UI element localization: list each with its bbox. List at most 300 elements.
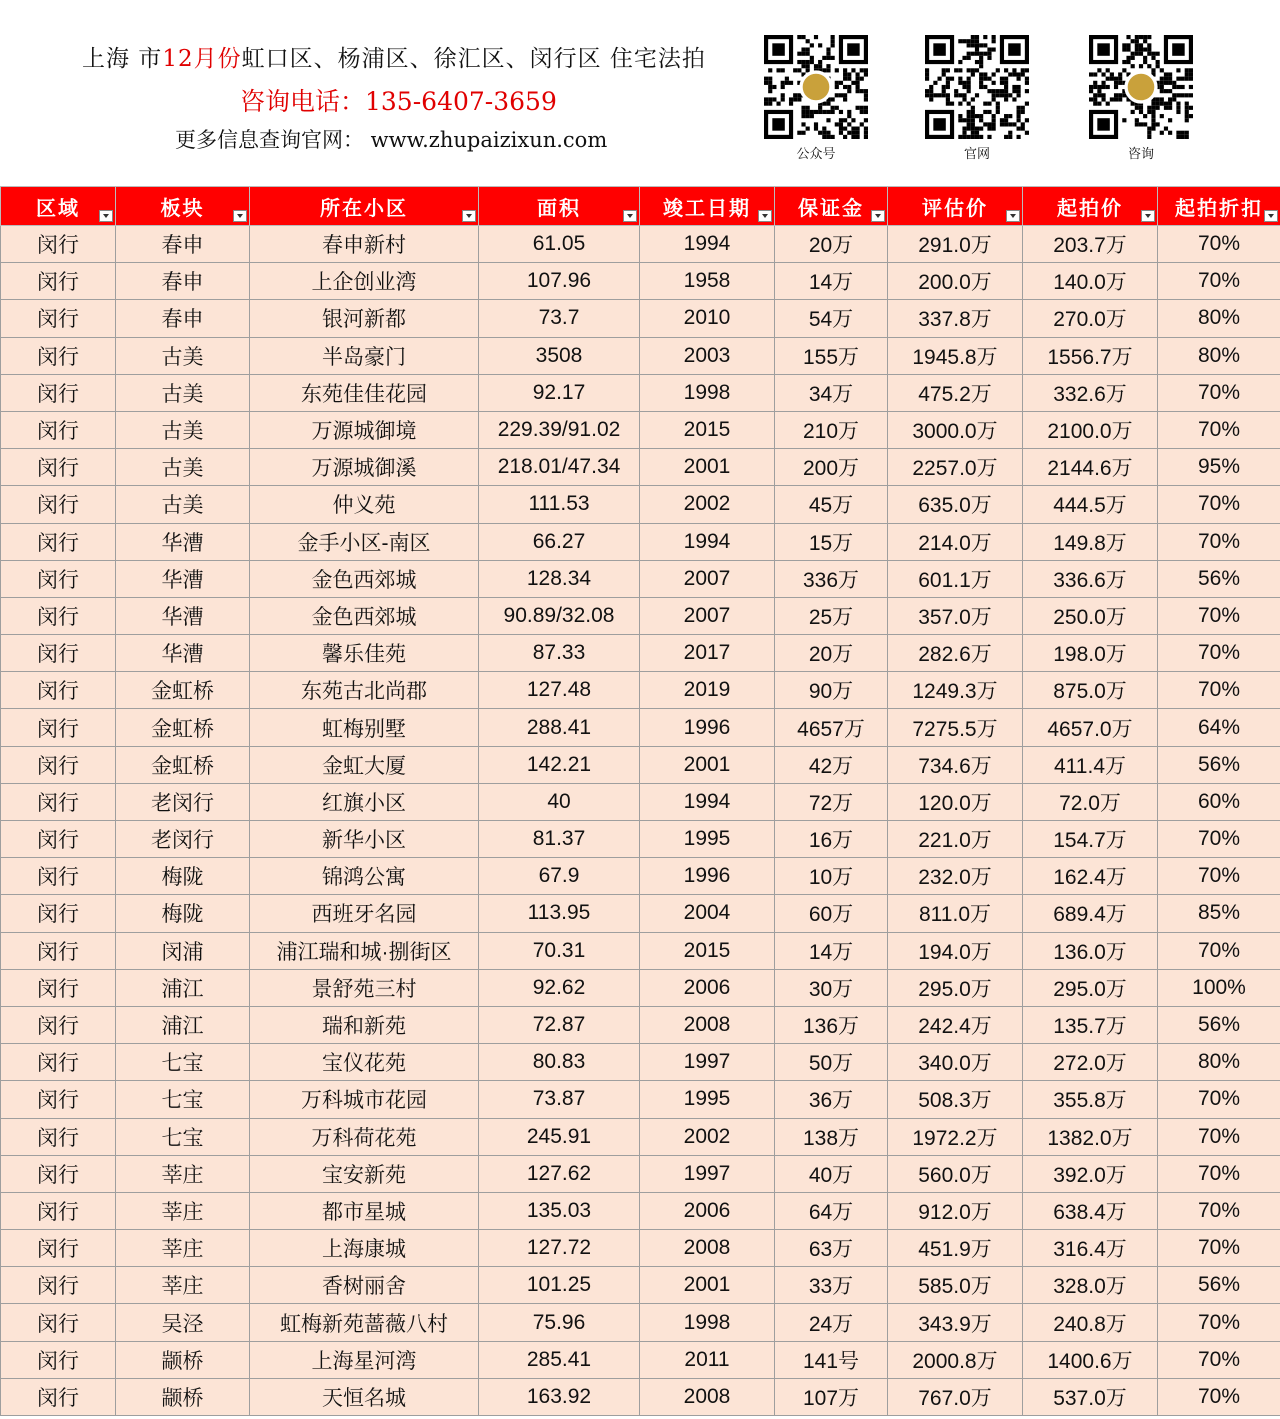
cell-district: 闵行 xyxy=(1,969,116,1006)
contact-phone: 咨询电话：135-6407-3659 xyxy=(240,87,557,116)
column-header-starting-price[interactable] xyxy=(1023,187,1158,226)
table-row xyxy=(1,672,1280,709)
cell-district: 闵行 xyxy=(1,560,116,597)
cell-appraisal: 120.0万 xyxy=(888,783,1023,820)
cell-area-block: 金虹桥 xyxy=(116,709,250,746)
cell-completion-year: 2006 xyxy=(640,969,775,1006)
title-part2: 虹口区、杨浦区、徐汇区、闵行区 住宅法拍 xyxy=(241,46,706,72)
cell-district: 闵行 xyxy=(1,486,116,523)
cell-deposit: 24万 xyxy=(775,1304,888,1341)
table-row xyxy=(1,560,1280,597)
cell-size: 127.48 xyxy=(479,672,640,709)
cell-deposit: 136万 xyxy=(775,1006,888,1043)
cell-community: 西班牙名园 xyxy=(250,895,479,932)
filter-dropdown-icon[interactable] xyxy=(1141,210,1155,222)
cell-appraisal: 200.0万 xyxy=(888,263,1023,300)
cell-completion-year: 1998 xyxy=(640,374,775,411)
cell-discount: 70% xyxy=(1158,821,1280,858)
cell-community: 瑞和新苑 xyxy=(250,1006,479,1043)
cell-size: 142.21 xyxy=(479,746,640,783)
cell-size: 113.95 xyxy=(479,895,640,932)
filter-dropdown-icon[interactable] xyxy=(623,210,637,222)
table-row xyxy=(1,1341,1280,1378)
cell-deposit: 210万 xyxy=(775,411,888,448)
cell-size: 288.41 xyxy=(479,709,640,746)
cell-size: 101.25 xyxy=(479,1267,640,1304)
cell-community: 馨乐佳苑 xyxy=(250,635,479,672)
cell-size: 66.27 xyxy=(479,523,640,560)
column-header-deposit[interactable] xyxy=(775,187,888,226)
cell-completion-year: 2008 xyxy=(640,1006,775,1043)
table-row xyxy=(1,300,1280,337)
cell-appraisal: 340.0万 xyxy=(888,1044,1023,1081)
cell-community: 香树丽舍 xyxy=(250,1267,479,1304)
column-header-size[interactable] xyxy=(479,187,640,226)
cell-district: 闵行 xyxy=(1,1081,116,1118)
cell-size: 163.92 xyxy=(479,1378,640,1415)
table-row xyxy=(1,1192,1280,1229)
cell-appraisal: 912.0万 xyxy=(888,1192,1023,1229)
table-row xyxy=(1,449,1280,486)
cell-area-block: 古美 xyxy=(116,449,250,486)
cell-size: 73.7 xyxy=(479,300,640,337)
cell-discount: 70% xyxy=(1158,1081,1280,1118)
cell-appraisal: 451.9万 xyxy=(888,1230,1023,1267)
cell-district: 闵行 xyxy=(1,300,116,337)
cell-starting-price: 4657.0万 xyxy=(1023,709,1158,746)
cell-district: 闵行 xyxy=(1,746,116,783)
cell-appraisal: 601.1万 xyxy=(888,560,1023,597)
page-header xyxy=(0,0,1280,186)
cell-size: 92.62 xyxy=(479,969,640,1006)
cell-completion-year: 2002 xyxy=(640,486,775,523)
table-row xyxy=(1,226,1280,263)
cell-starting-price: 72.0万 xyxy=(1023,783,1158,820)
cell-community: 虹梅别墅 xyxy=(250,709,479,746)
column-label: 保证金 xyxy=(798,195,864,220)
cell-completion-year: 2011 xyxy=(640,1341,775,1378)
cell-appraisal: 2257.0万 xyxy=(888,449,1023,486)
cell-district: 闵行 xyxy=(1,858,116,895)
cell-community: 上海星河湾 xyxy=(250,1341,479,1378)
qr-label: 官网 xyxy=(963,147,990,162)
cell-deposit: 40万 xyxy=(775,1155,888,1192)
cell-size: 128.34 xyxy=(479,560,640,597)
cell-appraisal: 357.0万 xyxy=(888,597,1023,634)
cell-starting-price: 316.4万 xyxy=(1023,1230,1158,1267)
cell-completion-year: 1996 xyxy=(640,858,775,895)
table-row xyxy=(1,969,1280,1006)
cell-appraisal: 2000.8万 xyxy=(888,1341,1023,1378)
cell-completion-year: 2001 xyxy=(640,1267,775,1304)
cell-area-block: 七宝 xyxy=(116,1118,250,1155)
cell-completion-year: 2002 xyxy=(640,1118,775,1155)
cell-deposit: 14万 xyxy=(775,932,888,969)
table-row xyxy=(1,821,1280,858)
cell-size: 3508 xyxy=(479,337,640,374)
cell-size: 107.96 xyxy=(479,263,640,300)
cell-discount: 70% xyxy=(1158,858,1280,895)
cell-starting-price: 355.8万 xyxy=(1023,1081,1158,1118)
cell-discount: 95% xyxy=(1158,449,1280,486)
table-row xyxy=(1,895,1280,932)
cell-appraisal: 337.8万 xyxy=(888,300,1023,337)
cell-area-block: 春申 xyxy=(116,263,250,300)
cell-completion-year: 2004 xyxy=(640,895,775,932)
cell-completion-year: 1994 xyxy=(640,226,775,263)
cell-district: 闵行 xyxy=(1,597,116,634)
cell-appraisal: 475.2万 xyxy=(888,374,1023,411)
cell-discount: 70% xyxy=(1158,226,1280,263)
cell-deposit: 15万 xyxy=(775,523,888,560)
cell-deposit: 34万 xyxy=(775,374,888,411)
column-label: 竣工日期 xyxy=(663,195,751,220)
column-header-completion-year[interactable] xyxy=(640,187,775,226)
cell-community: 浦江瑞和城·捌街区 xyxy=(250,932,479,969)
cell-deposit: 138万 xyxy=(775,1118,888,1155)
column-header-area-block[interactable] xyxy=(116,187,250,226)
cell-discount: 56% xyxy=(1158,746,1280,783)
cell-discount: 64% xyxy=(1158,709,1280,746)
cell-district: 闵行 xyxy=(1,821,116,858)
cell-community: 万科城市花园 xyxy=(250,1081,479,1118)
cell-appraisal: 734.6万 xyxy=(888,746,1023,783)
cell-starting-price: 537.0万 xyxy=(1023,1378,1158,1415)
cell-completion-year: 2001 xyxy=(640,746,775,783)
cell-discount: 70% xyxy=(1158,1230,1280,1267)
cell-starting-price: 392.0万 xyxy=(1023,1155,1158,1192)
cell-area-block: 莘庄 xyxy=(116,1192,250,1229)
cell-community: 上海康城 xyxy=(250,1230,479,1267)
cell-completion-year: 1997 xyxy=(640,1155,775,1192)
cell-appraisal: 811.0万 xyxy=(888,895,1023,932)
cell-appraisal: 221.0万 xyxy=(888,821,1023,858)
cell-size: 40 xyxy=(479,783,640,820)
cell-appraisal: 295.0万 xyxy=(888,969,1023,1006)
cell-starting-price: 1400.6万 xyxy=(1023,1341,1158,1378)
cell-size: 87.33 xyxy=(479,635,640,672)
cell-appraisal: 560.0万 xyxy=(888,1155,1023,1192)
filter-dropdown-icon[interactable] xyxy=(1264,210,1278,222)
column-label: 起拍折扣 xyxy=(1175,195,1263,220)
cell-deposit: 36万 xyxy=(775,1081,888,1118)
cell-deposit: 25万 xyxy=(775,597,888,634)
cell-completion-year: 2010 xyxy=(640,300,775,337)
cell-completion-year: 2003 xyxy=(640,337,775,374)
cell-size: 73.87 xyxy=(479,1081,640,1118)
cell-completion-year: 2015 xyxy=(640,411,775,448)
cell-area-block: 梅陇 xyxy=(116,895,250,932)
cell-completion-year: 1995 xyxy=(640,821,775,858)
table-row xyxy=(1,1267,1280,1304)
table-header-row xyxy=(1,187,1280,226)
cell-starting-price: 332.6万 xyxy=(1023,374,1158,411)
cell-appraisal: 767.0万 xyxy=(888,1378,1023,1415)
cell-starting-price: 336.6万 xyxy=(1023,560,1158,597)
cell-completion-year: 1998 xyxy=(640,1304,775,1341)
cell-community: 银河新都 xyxy=(250,300,479,337)
table-row xyxy=(1,783,1280,820)
cell-area-block: 颛桥 xyxy=(116,1341,250,1378)
cell-deposit: 200万 xyxy=(775,449,888,486)
cell-community: 金色西郊城 xyxy=(250,560,479,597)
cell-discount: 70% xyxy=(1158,672,1280,709)
cell-district: 闵行 xyxy=(1,411,116,448)
cell-area-block: 梅陇 xyxy=(116,858,250,895)
cell-starting-price: 689.4万 xyxy=(1023,895,1158,932)
cell-deposit: 20万 xyxy=(775,635,888,672)
cell-size: 80.83 xyxy=(479,1044,640,1081)
cell-size: 111.53 xyxy=(479,486,640,523)
cell-size: 81.37 xyxy=(479,821,640,858)
table-row xyxy=(1,1006,1280,1043)
cell-appraisal: 7275.5万 xyxy=(888,709,1023,746)
cell-community: 红旗小区 xyxy=(250,783,479,820)
cell-community: 万科荷花苑 xyxy=(250,1118,479,1155)
cell-community: 虹梅新苑蔷薇八村 xyxy=(250,1304,479,1341)
cell-starting-price: 2144.6万 xyxy=(1023,449,1158,486)
filter-dropdown-icon[interactable] xyxy=(871,210,885,222)
cell-size: 218.01/47.34 xyxy=(479,449,640,486)
cell-community: 宝安新苑 xyxy=(250,1155,479,1192)
cell-size: 135.03 xyxy=(479,1192,640,1229)
cell-discount: 80% xyxy=(1158,300,1280,337)
cell-size: 70.31 xyxy=(479,932,640,969)
cell-community: 新华小区 xyxy=(250,821,479,858)
cell-area-block: 老闵行 xyxy=(116,821,250,858)
cell-area-block: 华漕 xyxy=(116,597,250,634)
cell-size: 92.17 xyxy=(479,374,640,411)
cell-area-block: 春申 xyxy=(116,226,250,263)
cell-discount: 70% xyxy=(1158,932,1280,969)
cell-starting-price: 272.0万 xyxy=(1023,1044,1158,1081)
cell-discount: 70% xyxy=(1158,1304,1280,1341)
cell-discount: 70% xyxy=(1158,263,1280,300)
cell-starting-price: 270.0万 xyxy=(1023,300,1158,337)
cell-starting-price: 154.7万 xyxy=(1023,821,1158,858)
cell-district: 闵行 xyxy=(1,932,116,969)
table-row xyxy=(1,1378,1280,1415)
table-row xyxy=(1,486,1280,523)
cell-completion-year: 2007 xyxy=(640,560,775,597)
cell-community: 仲义苑 xyxy=(250,486,479,523)
qr-consult[interactable] xyxy=(1089,35,1193,162)
cell-deposit: 72万 xyxy=(775,783,888,820)
table-row xyxy=(1,858,1280,895)
cell-community: 金虹大厦 xyxy=(250,746,479,783)
filter-dropdown-icon[interactable] xyxy=(233,210,247,222)
qr-official-account[interactable] xyxy=(764,35,868,162)
cell-starting-price: 2100.0万 xyxy=(1023,411,1158,448)
cell-completion-year: 2006 xyxy=(640,1192,775,1229)
qr-label: 咨询 xyxy=(1127,147,1154,162)
table-row xyxy=(1,746,1280,783)
cell-area-block: 古美 xyxy=(116,337,250,374)
cell-size: 61.05 xyxy=(479,226,640,263)
column-label: 面积 xyxy=(537,195,581,220)
cell-deposit: 16万 xyxy=(775,821,888,858)
cell-community: 上企创业湾 xyxy=(250,263,479,300)
cell-appraisal: 343.9万 xyxy=(888,1304,1023,1341)
cell-starting-price: 1556.7万 xyxy=(1023,337,1158,374)
filter-dropdown-icon[interactable] xyxy=(99,210,113,222)
cell-size: 245.91 xyxy=(479,1118,640,1155)
cell-discount: 85% xyxy=(1158,895,1280,932)
cell-appraisal: 585.0万 xyxy=(888,1267,1023,1304)
cell-discount: 70% xyxy=(1158,635,1280,672)
table-row xyxy=(1,597,1280,634)
cell-community: 金色西郊城 xyxy=(250,597,479,634)
cell-discount: 70% xyxy=(1158,1118,1280,1155)
qr-code-icon xyxy=(925,35,1029,139)
cell-deposit: 60万 xyxy=(775,895,888,932)
column-header-appraisal[interactable] xyxy=(888,187,1023,226)
cell-deposit: 90万 xyxy=(775,672,888,709)
cell-deposit: 63万 xyxy=(775,1230,888,1267)
cell-deposit: 50万 xyxy=(775,1044,888,1081)
cell-district: 闵行 xyxy=(1,1267,116,1304)
cell-appraisal: 194.0万 xyxy=(888,932,1023,969)
title-month: 12月份 xyxy=(162,46,242,72)
cell-completion-year: 2001 xyxy=(640,449,775,486)
cell-starting-price: 250.0万 xyxy=(1023,597,1158,634)
column-label: 区域 xyxy=(36,195,80,220)
cell-size: 127.72 xyxy=(479,1230,640,1267)
cell-starting-price: 444.5万 xyxy=(1023,486,1158,523)
table-row xyxy=(1,411,1280,448)
cell-discount: 56% xyxy=(1158,560,1280,597)
cell-starting-price: 203.7万 xyxy=(1023,226,1158,263)
cell-appraisal: 3000.0万 xyxy=(888,411,1023,448)
column-label: 所在小区 xyxy=(320,195,408,220)
cell-starting-price: 638.4万 xyxy=(1023,1192,1158,1229)
cell-deposit: 45万 xyxy=(775,486,888,523)
column-label: 板块 xyxy=(160,195,205,220)
table-row xyxy=(1,635,1280,672)
cell-community: 景舒苑三村 xyxy=(250,969,479,1006)
cell-community: 东苑古北尚郡 xyxy=(250,672,479,709)
cell-starting-price: 135.7万 xyxy=(1023,1006,1158,1043)
cell-area-block: 闵浦 xyxy=(116,932,250,969)
cell-deposit: 14万 xyxy=(775,263,888,300)
column-header-discount[interactable] xyxy=(1158,187,1280,226)
cell-area-block: 金虹桥 xyxy=(116,672,250,709)
qr-label: 公众号 xyxy=(796,147,836,162)
cell-area-block: 老闵行 xyxy=(116,783,250,820)
cell-district: 闵行 xyxy=(1,374,116,411)
cell-community: 宝仪花苑 xyxy=(250,1044,479,1081)
cell-community: 半岛豪门 xyxy=(250,337,479,374)
cell-starting-price: 295.0万 xyxy=(1023,969,1158,1006)
qr-website[interactable] xyxy=(925,35,1029,162)
cell-starting-price: 1382.0万 xyxy=(1023,1118,1158,1155)
column-label: 起拍价 xyxy=(1057,195,1123,220)
cell-community: 东苑佳佳花园 xyxy=(250,374,479,411)
cell-deposit: 64万 xyxy=(775,1192,888,1229)
cell-district: 闵行 xyxy=(1,783,116,820)
cell-discount: 60% xyxy=(1158,783,1280,820)
cell-size: 229.39/91.02 xyxy=(479,411,640,448)
auction-table xyxy=(0,186,1280,1416)
column-header-district[interactable] xyxy=(1,187,116,226)
cell-discount: 70% xyxy=(1158,523,1280,560)
filter-dropdown-icon[interactable] xyxy=(462,210,476,222)
table-row xyxy=(1,932,1280,969)
cell-starting-price: 149.8万 xyxy=(1023,523,1158,560)
cell-deposit: 54万 xyxy=(775,300,888,337)
cell-size: 67.9 xyxy=(479,858,640,895)
cell-area-block: 浦江 xyxy=(116,969,250,1006)
cell-appraisal: 508.3万 xyxy=(888,1081,1023,1118)
column-header-community[interactable] xyxy=(250,187,479,226)
cell-discount: 56% xyxy=(1158,1006,1280,1043)
cell-community: 金手小区-南区 xyxy=(250,523,479,560)
cell-starting-price: 162.4万 xyxy=(1023,858,1158,895)
cell-area-block: 七宝 xyxy=(116,1081,250,1118)
cell-area-block: 颛桥 xyxy=(116,1378,250,1415)
cell-deposit: 4657万 xyxy=(775,709,888,746)
cell-deposit: 42万 xyxy=(775,746,888,783)
cell-community: 锦鸿公寓 xyxy=(250,858,479,895)
cell-size: 72.87 xyxy=(479,1006,640,1043)
cell-district: 闵行 xyxy=(1,226,116,263)
cell-starting-price: 411.4万 xyxy=(1023,746,1158,783)
cell-deposit: 336万 xyxy=(775,560,888,597)
cell-appraisal: 1249.3万 xyxy=(888,672,1023,709)
cell-area-block: 七宝 xyxy=(116,1044,250,1081)
cell-area-block: 古美 xyxy=(116,486,250,523)
cell-district: 闵行 xyxy=(1,635,116,672)
cell-discount: 70% xyxy=(1158,411,1280,448)
cell-starting-price: 140.0万 xyxy=(1023,263,1158,300)
cell-size: 127.62 xyxy=(479,1155,640,1192)
cell-discount: 100% xyxy=(1158,969,1280,1006)
table-row xyxy=(1,1044,1280,1081)
cell-district: 闵行 xyxy=(1,1378,116,1415)
cell-deposit: 155万 xyxy=(775,337,888,374)
cell-deposit: 33万 xyxy=(775,1267,888,1304)
cell-district: 闵行 xyxy=(1,449,116,486)
cell-district: 闵行 xyxy=(1,1044,116,1081)
cell-area-block: 莘庄 xyxy=(116,1230,250,1267)
column-label: 评估价 xyxy=(922,195,988,220)
filter-dropdown-icon[interactable] xyxy=(758,210,772,222)
table-row xyxy=(1,1155,1280,1192)
table-row xyxy=(1,523,1280,560)
cell-district: 闵行 xyxy=(1,337,116,374)
table-row xyxy=(1,1304,1280,1341)
cell-deposit: 107万 xyxy=(775,1378,888,1415)
cell-completion-year: 1994 xyxy=(640,523,775,560)
table-row xyxy=(1,1230,1280,1267)
cell-district: 闵行 xyxy=(1,1230,116,1267)
cell-district: 闵行 xyxy=(1,1118,116,1155)
cell-size: 75.96 xyxy=(479,1304,640,1341)
website-info: 更多信息查询官网： www.zhupaizixun.com xyxy=(175,128,608,152)
qr-code-icon xyxy=(764,35,868,139)
filter-dropdown-icon[interactable] xyxy=(1006,210,1020,222)
cell-area-block: 浦江 xyxy=(116,1006,250,1043)
cell-district: 闵行 xyxy=(1,709,116,746)
cell-area-block: 华漕 xyxy=(116,635,250,672)
cell-community: 万源城御境 xyxy=(250,411,479,448)
cell-completion-year: 1997 xyxy=(640,1044,775,1081)
cell-completion-year: 2017 xyxy=(640,635,775,672)
cell-completion-year: 1995 xyxy=(640,1081,775,1118)
cell-discount: 70% xyxy=(1158,1192,1280,1229)
cell-district: 闵行 xyxy=(1,1155,116,1192)
cell-discount: 70% xyxy=(1158,1341,1280,1378)
